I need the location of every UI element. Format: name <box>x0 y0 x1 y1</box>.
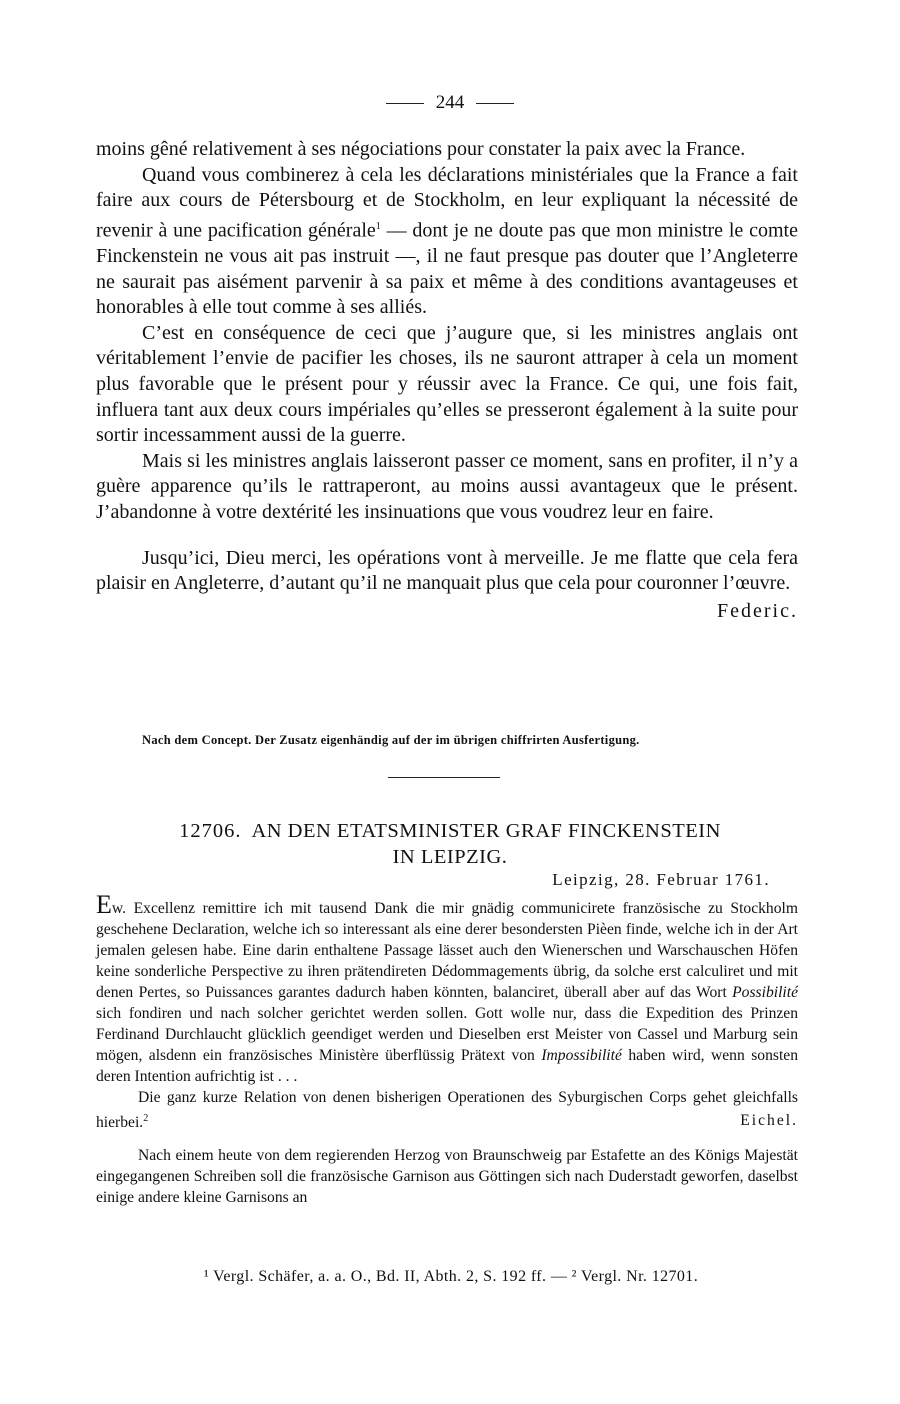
section-title-line1: AN DEN ETATSMINISTER GRAF FINCKENSTEIN <box>251 820 721 842</box>
letter-paragraph-5-text: Jusqu’ici, Dieu merci, les opérations vont à merveille. Je me flatte que cela fera plaisir en Angleterre, d’autant qu’il ne manquait plus que cela pour couronner l’œuvre. <box>96 546 798 595</box>
section-title-line2: IN LEIPZIG. <box>392 846 508 868</box>
section-paragraph-1-text-cont: sich fondiren und nach solcher gerichtet werden sollen. Gott wolle nur, dass die Expedition des Prinzen Ferdinand Durchlaucht glücklich geendiget werden und Dieselben erst Meister von Cassel und Marburg sein mögen, alsdenn ein französisches Ministère überflüssig Prätext von <box>96 1005 798 1064</box>
dateline: Leipzig, 28. Februar 1761. <box>552 870 770 889</box>
letter-paragraph-5 <box>96 546 798 622</box>
section-body <box>96 890 798 1208</box>
letter-body <box>96 137 798 624</box>
section-paragraph-1 <box>96 890 798 1087</box>
letter-paragraph-2-text: Quand vous combinerez à cela les déclarations ministériales que la France a fait faire aux cours de Pétersbourg et de Stockholm, en leur expliquant la nécessité de revenir à une pacification générale <box>96 163 798 242</box>
section-paragraph-1-text-end: haben wird, wenn sonsten deren Intention aufrichtig ist . . . <box>96 1047 798 1085</box>
footnote-ref-1: 1 <box>375 220 381 232</box>
letter-signature: Federic. <box>717 599 798 622</box>
letter-paragraph-4: Mais si les ministres anglais laisseront passer ce moment, sans en profiter, il n’y a guère apparence qu’ils le rattraperont, au moins aussi avantageux que le présent. J’abandonne à votre dextérité les insinuations que vous voudrez leur en faire. <box>96 449 798 523</box>
section-divider <box>388 777 500 778</box>
section-paragraph-1-text: w. Excellenz remittire ich mit tausend Dank die mir gnädig communicirete französische zu Stockholm geschehene Declaration, welche ich so interessant als eine derer besondersten Pièen finde, welche ich in der Art jemalen gelesen habe. Eine darin enthaltene Passage lässet auch den Wienerschen und Warschauschen Höfen keine sonderliche Perspective zu ihren prätendireten Dédommagements übrig, da solche erst calculiret und mit denen Pertes, so Puissances garantes dadurch haben könnten, balanciret, überall aber auf das Wort <box>96 900 798 1001</box>
header-dash-left <box>386 103 424 104</box>
section-signature: Eichel. <box>740 1112 798 1129</box>
header-dash-right <box>476 103 514 104</box>
letter-paragraph-3: C’est en conséquence de ceci que j’augure que, si les ministres anglais ont véritablement l’envie de pacifier les choses, ils ne sauront attraper à cela un moment plus favorable que le présent pour y réussir avec la France. Ce qui, une fois fait, influera tant aux deux cours impériales qu’elles se presseront également à la suite pour sortir incessamment aussi de la guerre. <box>96 321 798 447</box>
page-header <box>0 92 900 114</box>
section-paragraph-2 <box>96 1087 798 1133</box>
editorial-note: Nach dem Concept. Der Zusatz eigenhändig auf der im übrigen chiffrirten Ausfertigung. <box>142 733 640 747</box>
section-title <box>100 818 800 870</box>
italic-impossibilite: Impossibilité <box>541 1047 622 1064</box>
section-number: 12706. <box>179 820 242 842</box>
initial-letter: E <box>96 890 112 919</box>
section-paragraph-3: Nach einem heute von dem regierenden Herzog von Braunschweig par Estafette an des Königs Majestät eingegangenen Schreiben soll die französische Garnison aus Göttingen sich nach Duderstadt geworfen, daselbst einige andere kleine Garnisons an <box>96 1147 798 1207</box>
page-number: 244 <box>435 92 465 113</box>
letter-paragraph-2-text-cont: — dont je ne doute pas que mon ministre le comte Finckenstein ne vous ait pas instruit —, il ne faut presque pas douter que l’Angleterre ne saurait pas aisément parvenir à sa paix et même à des conditions avantageuses et honorables à elle tout comme à ses alliés. <box>96 219 798 319</box>
section-paragraph-2-text: Die ganz kurze Relation von denen bisherigen Operationen des Syburgischen Corps gehet gleichfalls hierbei. <box>96 1089 798 1132</box>
letter-paragraph-2 <box>96 163 798 321</box>
letter-paragraph-1: moins gêné relativement à ses négociations pour constater la paix avec la France. <box>96 138 746 160</box>
footnote-ref-2: 2 <box>143 1113 149 1124</box>
footnotes: ¹ Vergl. Schäfer, a. a. O., Bd. II, Abth. 2, S. 192 ff. — ² Vergl. Nr. 12701. <box>203 1268 699 1285</box>
italic-possibilite: Possibilité <box>732 984 798 1001</box>
